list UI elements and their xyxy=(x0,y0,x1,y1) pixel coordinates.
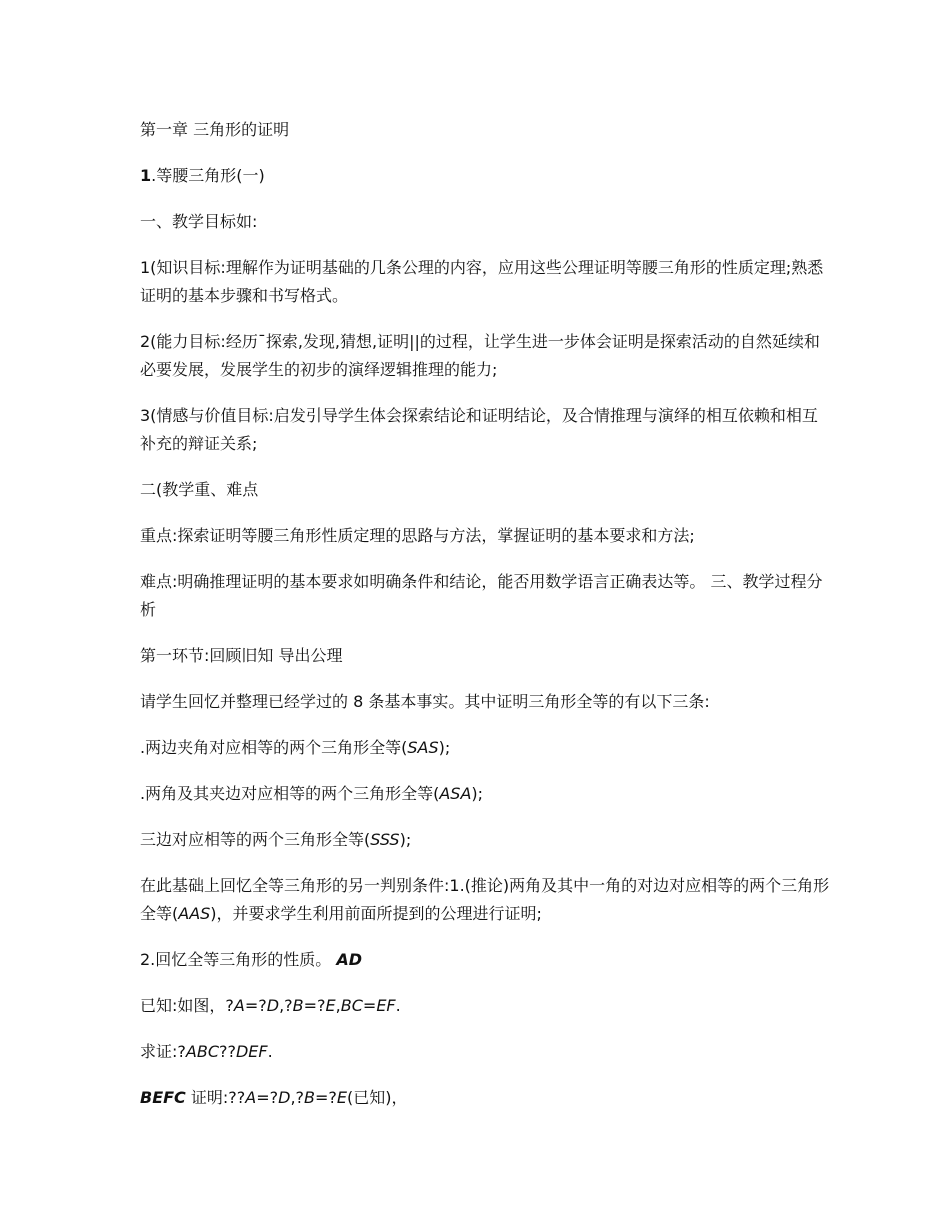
prove-end: . xyxy=(267,1042,273,1061)
aas-after: )，并要求学生利用前面所提到的公理进行证明; xyxy=(210,904,542,923)
given-sep2: , xyxy=(335,996,341,1015)
given-side-ef: EF xyxy=(376,996,396,1015)
goals-heading: 一、教学目标如: xyxy=(140,212,258,231)
given-statement xyxy=(140,992,830,1020)
given-angle-b: B xyxy=(292,996,304,1015)
given-sep1: ,? xyxy=(279,996,293,1015)
goal-knowledge: 1(知识目标:理解作为证明基础的几条公理的内容，应用这些公理证明等腰三角形的性质定理;熟悉证明的基本步骤和书写格式。 xyxy=(140,258,824,305)
given-eq1: =? xyxy=(244,996,267,1015)
proof-eq1: =? xyxy=(256,1088,279,1107)
aas-abbr: AAS xyxy=(178,904,211,923)
proof-label: 证明:?? xyxy=(185,1088,246,1107)
proof-statement xyxy=(140,1084,830,1112)
goal-emotion: 3(情感与价值目标:启发引导学生体会探索结论和证明结论，及合情推理与演绎的相互依赖和相互补充的辩证关系; xyxy=(140,406,818,453)
proof-sep: ,? xyxy=(290,1088,305,1107)
given-eq3: = xyxy=(362,996,377,1015)
axiom-sss-text: 三边对应相等的两个三角形全等( xyxy=(140,830,371,849)
proof-angle-a: A xyxy=(245,1088,257,1107)
axiom-sas-end: ); xyxy=(438,738,451,757)
given-angle-e: E xyxy=(325,996,336,1015)
proof-eq2: =? xyxy=(315,1088,337,1107)
given-eq2: =? xyxy=(303,996,326,1015)
axiom-sss-abbr: SSS xyxy=(370,830,400,849)
proof-end: (已知)， xyxy=(347,1088,408,1107)
prove-triangle-def: DEF xyxy=(235,1042,268,1061)
prove-statement xyxy=(140,1038,830,1066)
axiom-asa-end: ); xyxy=(471,784,484,803)
prove-congruent-sign: ?? xyxy=(218,1042,236,1061)
given-side-bc: BC xyxy=(340,996,363,1015)
axiom-sss xyxy=(140,826,830,854)
axiom-sas xyxy=(140,734,830,762)
axiom-asa xyxy=(140,780,830,808)
recall-intro: 请学生回忆并整理已经学过的 8 条基本事实。其中证明三角形全等的有以下三条: xyxy=(140,692,710,711)
proof-angle-d: D xyxy=(278,1088,291,1107)
goal-ability: 2(能力目标:经历¯探索,发现,猜想,证明||的过程，让学生进一步体会证明是探索活动的自然延续和必要发展，发展学生的初步的演绎逻辑推理的能力; xyxy=(140,332,820,379)
document-body xyxy=(140,116,830,1130)
recall-properties-text: 2.回忆全等三角形的性质。 xyxy=(140,950,337,969)
given-angle-d: D xyxy=(266,996,280,1015)
proof-angle-e: E xyxy=(336,1088,348,1107)
difficulty-point: 难点:明确推理证明的基本要求如明确条件和结论，能否用数学语言正确表达等。 三、教学过程分析 xyxy=(140,572,823,619)
prove-triangle-abc: ABC xyxy=(185,1042,219,1061)
section-title xyxy=(140,162,830,190)
prove-label: 求证:? xyxy=(140,1042,186,1061)
aas-before: 在此基础上回忆全等三角形的另一判别条件:1.(推论)两角及其中一角的对边对应相等的两个三角形全等( xyxy=(140,876,830,923)
chapter-title: 第一章 三角形的证明 xyxy=(140,120,290,139)
axiom-sas-text: .两边夹角对应相等的两个三角形全等( xyxy=(140,738,408,757)
axiom-sas-abbr: SAS xyxy=(407,738,439,757)
step1-heading: 第一环节:回顾旧知 导出公理 xyxy=(140,646,343,665)
aas-paragraph xyxy=(140,872,830,928)
recall-properties xyxy=(140,946,830,974)
axiom-asa-abbr: ASA xyxy=(439,784,472,803)
section-title-text: .等腰三角形(一) xyxy=(151,166,265,185)
key-heading: 二(教学重、难点 xyxy=(140,480,259,499)
axiom-sss-end: ); xyxy=(399,830,412,849)
given-end: . xyxy=(395,996,401,1015)
section-number: 1 xyxy=(140,166,152,185)
figure-label-bottom: BEFC xyxy=(140,1088,186,1107)
given-angle-a: A xyxy=(233,996,245,1015)
axiom-asa-text: .两角及其夹边对应相等的两个三角形全等( xyxy=(140,784,440,803)
proof-angle-b: B xyxy=(304,1088,316,1107)
given-label: 已知:如图，? xyxy=(140,996,234,1015)
key-point: 重点:探索证明等腰三角形性质定理的思路与方法，掌握证明的基本要求和方法; xyxy=(140,526,695,545)
figure-label-top: AD xyxy=(336,950,363,969)
